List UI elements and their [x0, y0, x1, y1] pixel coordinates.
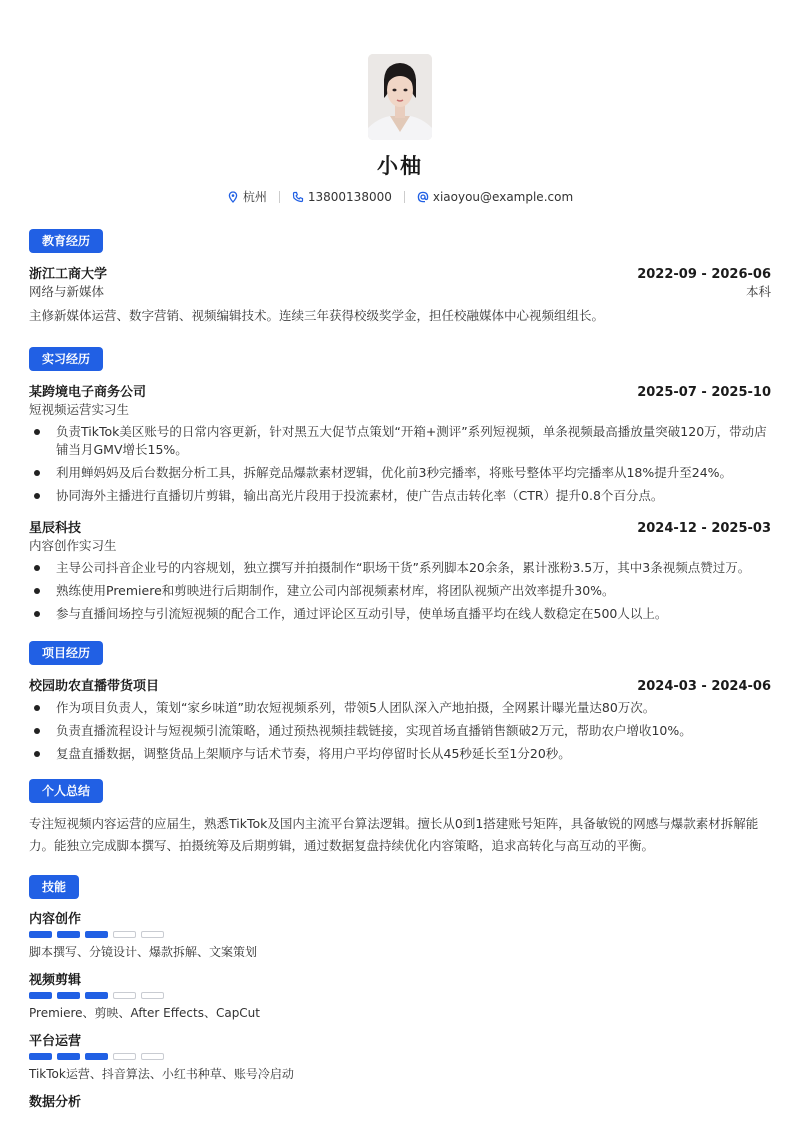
phone-text: 13800138000 [307, 189, 392, 204]
section-title-project: 项目经历 [29, 641, 103, 665]
skill-level-segment [29, 992, 52, 999]
internship-section [29, 347, 771, 623]
list-item: 复盘直播数据，调整货品上架顺序与话术节奏，将用户平均停留时长从45秒延长至1分20秒。 [29, 745, 771, 763]
job-header-row [29, 517, 771, 536]
skill-name: 内容创作 [29, 912, 82, 927]
company-name: 某跨境电子商务公司 [29, 385, 147, 400]
list-item: 作为项目负责人，策划“家乡味道”助农短视频系列，带领5人团队深入产地拍摄，全网累计曝光量达80万次。 [29, 699, 771, 717]
location-text: 杭州 [242, 190, 267, 204]
skill-item [29, 969, 771, 1021]
skill-item [29, 1091, 771, 1110]
job-bullets [29, 559, 771, 623]
project-name: 校园助农直播带货项目 [29, 679, 160, 694]
job-bullets [29, 423, 771, 505]
resume-header [29, 0, 771, 205]
job-entry [29, 517, 771, 623]
at-sign-icon [417, 191, 429, 203]
project-date: 2024-03 - 2024-06 [637, 679, 771, 694]
contact-info [29, 188, 771, 205]
contact-divider [279, 191, 280, 203]
job-date: 2025-07 - 2025-10 [637, 385, 771, 400]
education-section [29, 229, 771, 327]
school-name: 浙江工商大学 [29, 267, 108, 282]
education-date: 2022-09 - 2026-06 [637, 267, 771, 282]
skill-level-bar [29, 992, 771, 999]
contact-location [227, 188, 267, 205]
skill-item [29, 1030, 771, 1082]
skill-level-segment [141, 1053, 164, 1060]
list-item: 熟练使用Premiere和剪映进行后期制作，建立公司内部视频素材库，将团队视频产出效率提升30%。 [29, 582, 771, 600]
job-entry [29, 381, 771, 505]
portrait-photo [368, 54, 432, 140]
list-item: 主导公司抖音企业号的内容规划，独立撰写并拍摄制作“职场干货”系列脚本20余条，累计涨粉3.5万，其中3条视频点赞过万。 [29, 559, 771, 577]
skill-level-segment [85, 931, 108, 938]
skill-level-bar [29, 931, 771, 938]
skill-item [29, 908, 771, 960]
email-text: xiaoyou@example.com [432, 189, 574, 204]
skill-description: Premiere、剪映、After Effects、CapCut [29, 1006, 260, 1020]
skills-section [29, 875, 771, 1110]
major: 网络与新媒体 [29, 284, 105, 299]
skill-level-segment [57, 992, 80, 999]
list-item: 负责TikTok美区账号的日常内容更新，针对黑五大促节点策划“开箱+测评”系列短视频，单条视频最高播放量突破120万，带动店铺当月GMV增长15%。 [29, 423, 771, 459]
skill-level-segment [113, 1053, 136, 1060]
skill-name: 视频剪辑 [29, 973, 82, 988]
skill-level-segment [29, 931, 52, 938]
section-title-summary: 个人总结 [29, 779, 103, 803]
skill-description: TikTok运营、抖音算法、小红书种草、账号冷启动 [29, 1067, 294, 1081]
job-date: 2024-12 - 2025-03 [637, 521, 771, 536]
skill-level-segment [85, 1053, 108, 1060]
job-role: 短视频运营实习生 [29, 402, 130, 417]
skill-level-segment [29, 1053, 52, 1060]
contact-email [417, 190, 573, 204]
skill-level-segment [57, 931, 80, 938]
skill-name: 平台运营 [29, 1034, 82, 1049]
job-role: 内容创作实习生 [29, 538, 117, 553]
summary-text: 专注短视频内容运营的应届生，熟悉TikTok及国内主流平台算法逻辑。擅长从0到1搭建账号矩阵，具备敏锐的网感与爆款素材拆解能力。能独立完成脚本撰写、拍摄统筹及后期剪辑，通过数据复盘持续优化内容策略，追求高转化与高互动的平衡。 [29, 816, 759, 853]
job-header-row [29, 381, 771, 400]
avatar [368, 54, 432, 140]
education-description: 主修新媒体运营、数字营销、视频编辑技术。连续三年获得校级奖学金，担任校融媒体中心视频组组长。 [29, 308, 605, 323]
list-item: 负责直播流程设计与短视频引流策略，通过预热视频挂载链接，实现首场直播销售额破2万元，帮助农户增收10%。 [29, 722, 771, 740]
phone-icon [292, 191, 304, 203]
project-section [29, 641, 771, 763]
project-header-row [29, 675, 771, 694]
skill-level-segment [113, 931, 136, 938]
contact-phone [292, 190, 392, 204]
section-title-education: 教育经历 [29, 229, 103, 253]
skill-level-segment [141, 992, 164, 999]
contact-divider [404, 191, 405, 203]
section-title-skills: 技能 [29, 875, 79, 899]
skill-level-segment [85, 992, 108, 999]
list-item: 参与直播间场控与引流短视频的配合工作，通过评论区互动引导，使单场直播平均在线人数稳定在500人以上。 [29, 605, 771, 623]
list-item: 利用蝉妈妈及后台数据分析工具，拆解竞品爆款素材逻辑，优化前3秒完播率，将账号整体平均完播率从18%提升至24%。 [29, 464, 771, 482]
company-name: 星辰科技 [29, 521, 82, 536]
project-bullets [29, 699, 771, 763]
skill-level-segment [113, 992, 136, 999]
location-pin-icon [227, 191, 239, 203]
summary-section [29, 779, 771, 857]
skill-level-segment [57, 1053, 80, 1060]
candidate-name: 小柚 [377, 154, 423, 178]
skill-level-segment [141, 931, 164, 938]
skill-description: 脚本撰写、分镜设计、爆款拆解、文案策划 [29, 945, 258, 959]
education-sub-row [29, 282, 771, 300]
education-header-row [29, 263, 771, 282]
list-item: 协同海外主播进行直播切片剪辑，输出高光片段用于投流素材，使广告点击转化率（CTR）提升0.8个百分点。 [29, 487, 771, 505]
section-title-internship: 实习经历 [29, 347, 103, 371]
skill-level-bar [29, 1053, 771, 1060]
degree: 本科 [745, 284, 771, 299]
skill-name: 数据分析 [29, 1095, 82, 1110]
